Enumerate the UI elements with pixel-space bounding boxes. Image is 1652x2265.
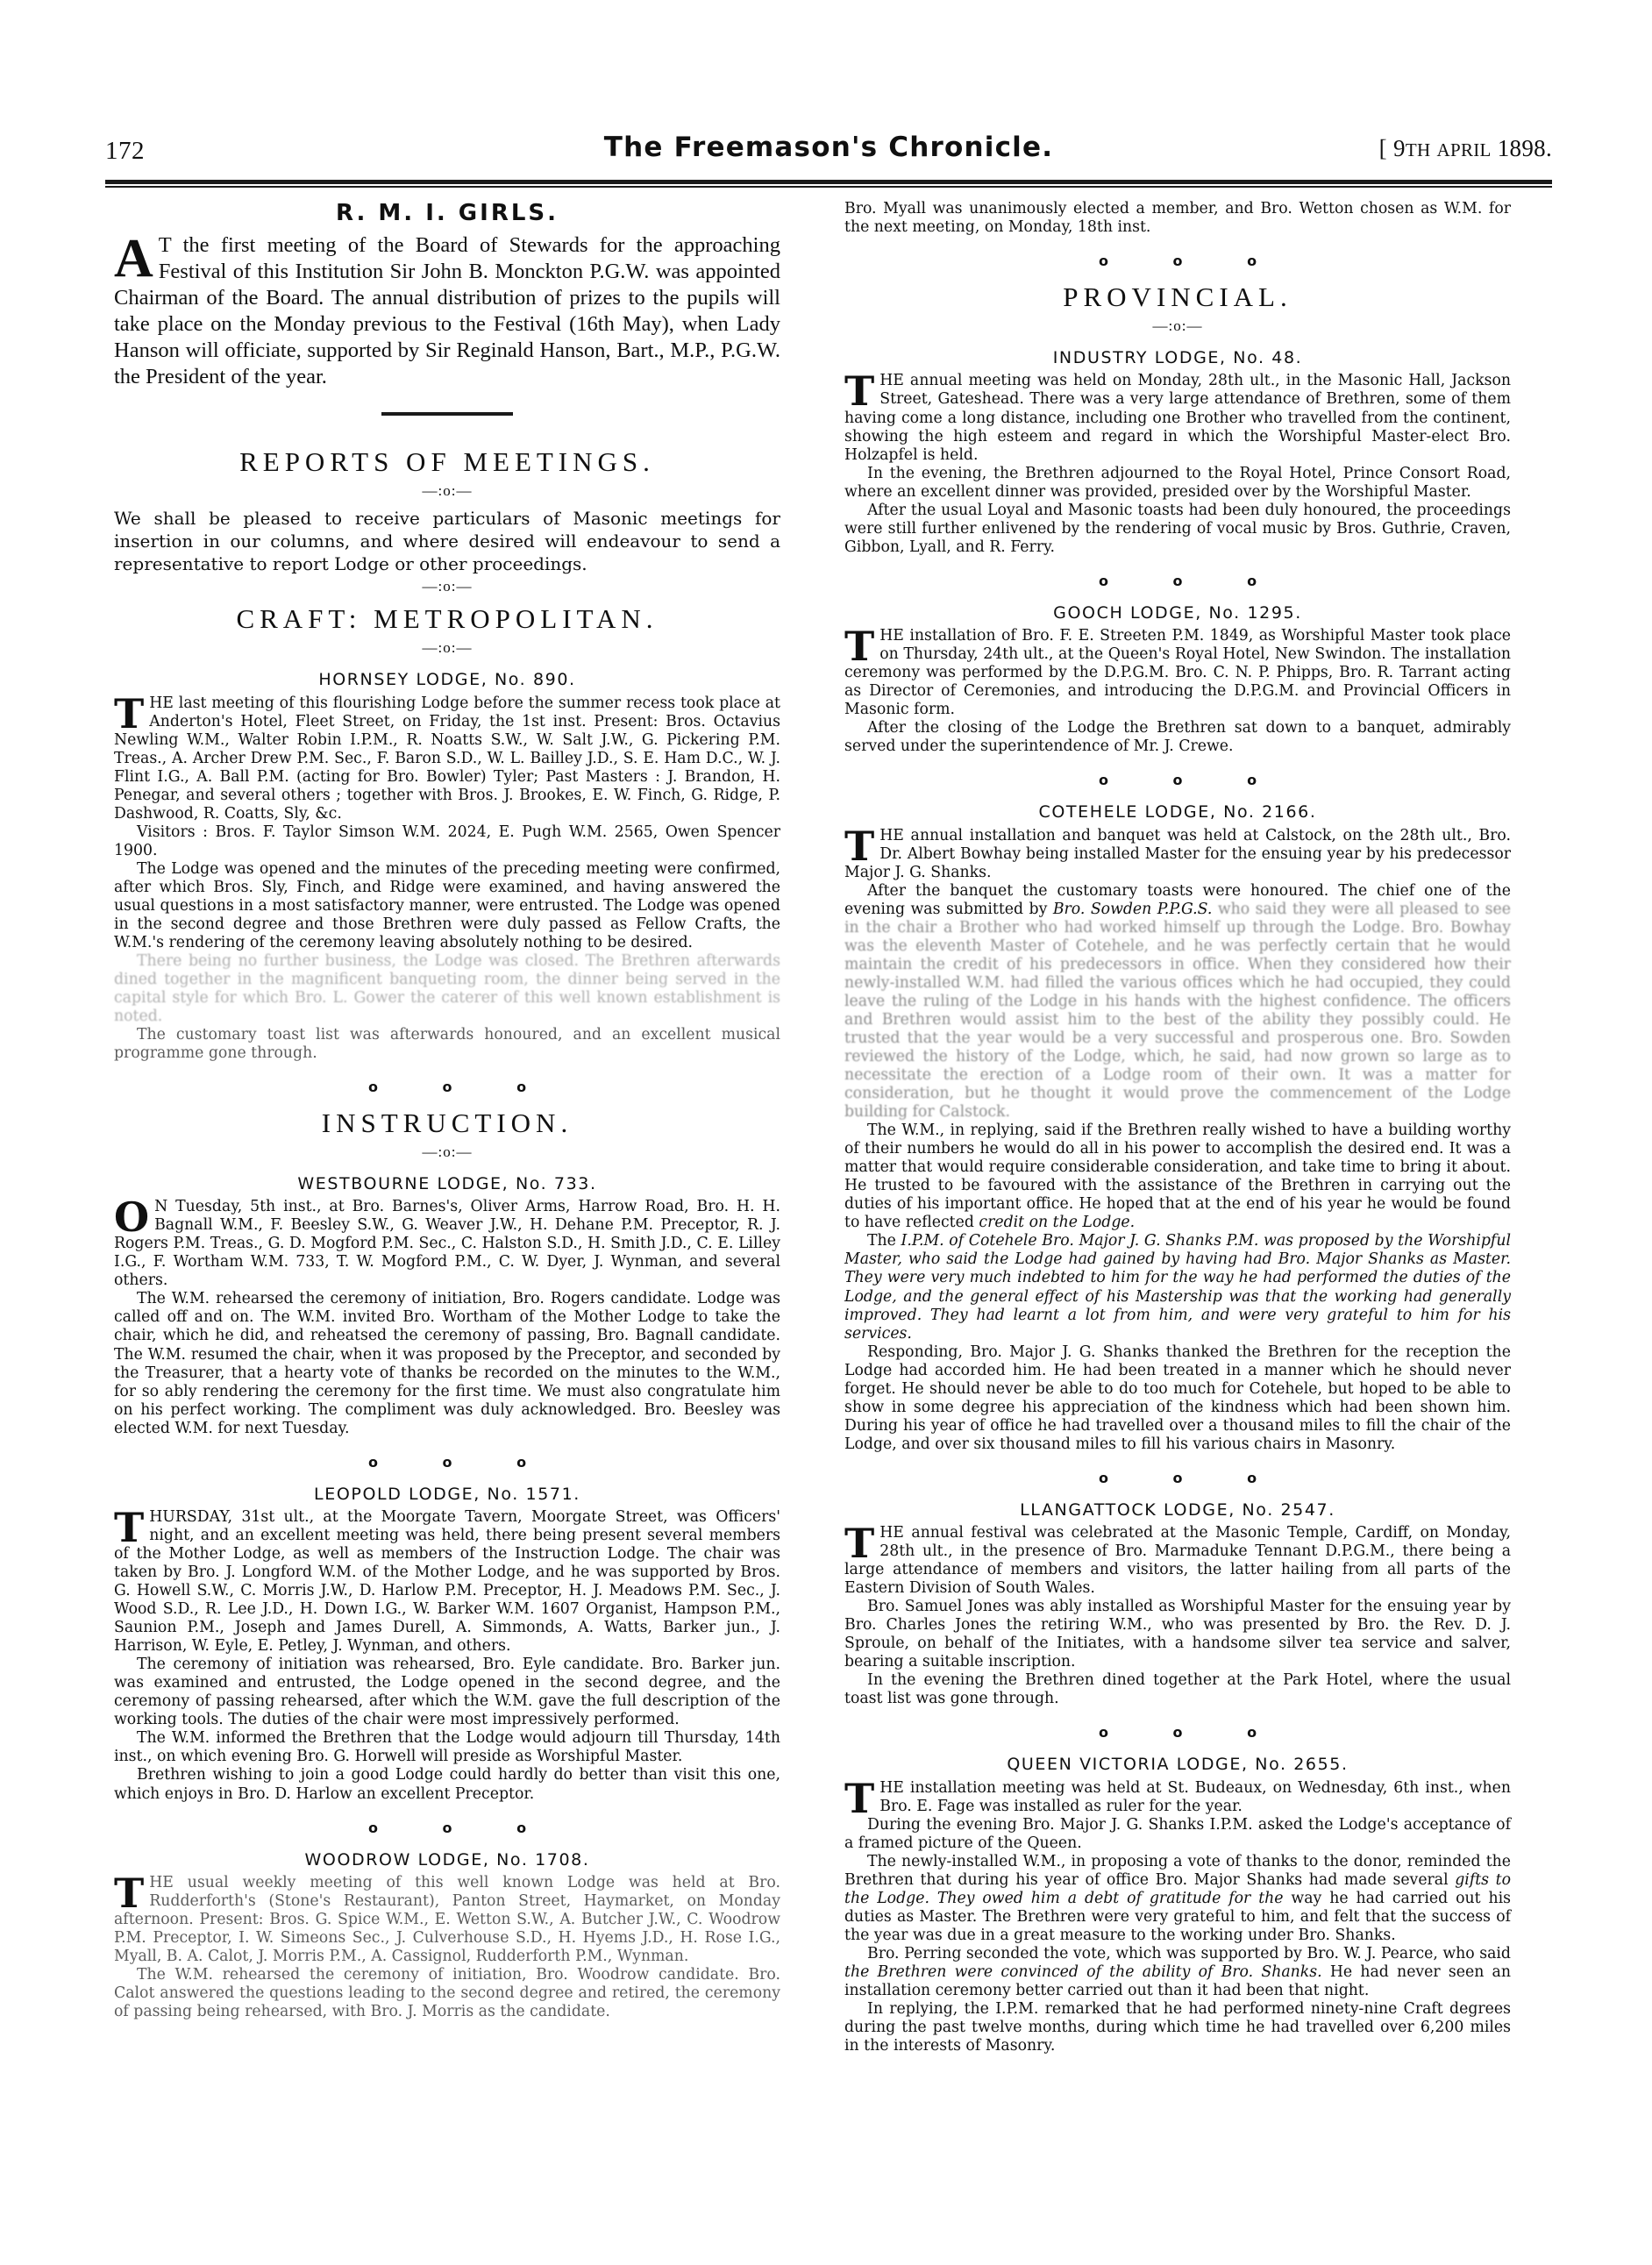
lodge-heading-llangattock: LLANGATTOCK LODGE, No. 2547. (1020, 1499, 1335, 1520)
cotehele-paragraph-2 (844, 882, 1511, 1122)
hornsey-paragraph-3: The Lodge was opened and the minutes of the preceding meeting were confirmed, after which Bros. Sly, Finch, and Ridge were examined, and having answered the usual questions in a most satisfactory manner, were entrusted. The Lodge was opened in the second degree and those Brethren were duly passed as Fellow Crafts, the W.M.'s rendering of the ceremony leaving absolutely nothing to be desired. (114, 859, 780, 951)
ornament-dash-o-1: —:o:— (422, 482, 473, 500)
issue-date-day: 9 (1393, 135, 1406, 161)
ornament-three-o-1: o o o (367, 1078, 557, 1095)
queen-victoria-paragraph-4 (844, 1945, 1511, 2000)
woodrow-paragraph-2: The W.M. rehearsed the ceremony of initiation, Bro. Woodrow candidate. Bro. Calot answered the questions leading to the second degree and retired, the ceremony of passing being rehearsed, with Bro. J. Morris as the candidate. (114, 1966, 780, 2021)
leopold-paragraph-4: Brethren wishing to join a good Lodge could hardly do better than visit this one, which enjoys in Bro. D. Harlow an excellent Preceptor. (114, 1766, 780, 1803)
ornament-three-o-4: o o o (1098, 253, 1287, 270)
drop-cap-t-woodrow: T (114, 1870, 145, 1918)
lodge-heading-gooch: GOOCH LODGE, No. 1295. (1053, 602, 1302, 623)
masthead-rule (105, 180, 1552, 184)
woodrow-paragraph-1 (114, 1870, 780, 1966)
llangattock-p1-text: HE annual festival was celebrated at the Masonic Temple, Cardiff, on Monday, 28th ult., in the presence of Bro. Marmaduke Tennant D.P.G.M., there being a large attendance of members and visitors, the latter hailing from all parts of the Eastern Division of South Wales. (844, 1524, 1511, 1598)
westbourne-p1-text: N Tuesday, 5th inst., at Bro. Barnes's, Oliver Arms, Harrow Road, Bro. H. H. Bagnall W.M., F. Beesley S.W., G. Weaver J.W., H. Dehane P.M. Preceptor, R. J. Rogers P.M. Treas., G. D. Mogford P.M. Sec., C. Halston S.D., H. Smith J.D., C. E. Lilley I.G., F. Wortham W.M. 733, T. W. Mogford P.M., C. W. Dyer, J. Wynman, and several others. (114, 1198, 780, 1290)
gooch-p1-text: HE installation of Bro. F. E. Streeten P.M. 1849, as Worshipful Master took place on Thursday, 24th ult., at the Queen's Royal Hotel, New Swindon. The installation ceremony was performed by the D.P.G.M. Bro. C. N. P. Phipps, Bro. R. Tarrant acting as Director of Ceremonies, and introducing the D.P.G.M. and Provincial Officers in Masonic form. (844, 627, 1511, 719)
issue-date-year: 1898. (1497, 135, 1552, 161)
qv-p4b: He had never seen an installation ceremony better carried out than it had been that night. (844, 1963, 1511, 2000)
queen-victoria-paragraph-1 (844, 1775, 1511, 1823)
section-heading-craft-metropolitan: CRAFT: METROPOLITAN. (236, 603, 659, 635)
publication-title: The Freemason's Chronicle. (603, 132, 1054, 163)
cotehele-p4a: The (867, 1232, 901, 1250)
drop-cap-a: A (114, 229, 153, 289)
issue-date (1379, 135, 1552, 162)
leopold-paragraph-3: The W.M. informed the Brethren that the Lodge would adjourn till Thursday, 14th inst., on which evening Bro. G. Horwell will preside as Worshipful Master. (114, 1729, 780, 1766)
section-heading-rmi-girls: R. M. I. GIRLS. (335, 200, 559, 226)
lodge-heading-industry: INDUSTRY LODGE, No. 48. (1052, 347, 1303, 367)
reports-intro-text: We shall be pleased to receive particulars of Masonic meetings for insertion in our columns, and where desired will endeavour to send a representative to report Lodge or other proceedings. (114, 508, 780, 575)
ornament-three-o-3: o o o (367, 1819, 557, 1836)
woodrow-p1-text: HE usual weekly meeting of this well known Lodge was held at Bro. Rudderforth's (Stone's Restaurant), Panton Street, Haymarket, on Monday afternoon. Present: Bros. G. Spice W.M., E. Wetton S.W., A. Butcher J.W., C. Woodrow P.M. Preceptor, I. W. Simeons Sec., J. Culverhouse S.D., H. Hyems J.D., H. Rose I.G., Myall, B. A. Calot, J. Morris P.M., A. Cassignol, Rudderforth P.M., Wynman. (114, 1874, 780, 1966)
rmi-girls-text: T the first meeting of the Board of Stewards for the approaching Festival of this Institution Sir John B. Monckton P.G.W. was appointed Chairman of the Board. The annual distribution of prizes to the pupils will take place on the Monday previous to the Festival (16th May), when Lady Hanson will officiate, supported by Sir Reginald Hanson, Bart., M.P., P.G.W. the President of the year. (114, 233, 780, 388)
ornament-dash-o-4: —:o:— (422, 1143, 473, 1160)
leopold-paragraph-2: The ceremony of initiation was rehearsed, Bro. Eyle candidate. Bro. Barker jun. was examined and entrusted, the Lodge opened in the second degree, and the ceremony of passing rehearsed, after which the W.M. gave the full description of the working tools. The duties of the chair were most impressively performed. (114, 1656, 780, 1729)
lodge-heading-queen-victoria: QUEEN VICTORIA LODGE, No. 2655. (1007, 1755, 1349, 1775)
industry-paragraph-1 (844, 367, 1511, 464)
cotehele-p2-italic-speaker: Bro. Sowden P.P.G.S. (1052, 901, 1213, 919)
qv-p3a: The newly-installed W.M., in proposing a vote of thanks to the donor, reminded the Brethren that during his year of office Bro. Major Shanks had made several (844, 1853, 1511, 1890)
hornsey-p1-text: HE last meeting of this flourishing Lodge before the summer recess took place at Anderton's Hotel, Fleet Street, on Friday, the 1st inst. Present: Bros. Octavius Newling W.M., Walter Robin I.P.M., R. Noatts S.W., W. Salt J.W., G. Pickering P.M. Treas., A. Archer Drew P.M. Sec., F. Baron S.D., W. L. Bailley J.D., S. E. Ham D.C., W. J. Flint I.G., A. Ball P.M. (acting for Bro. Bowler) Tyler; Past Masters : J. Brandon, H. Penegar, and several others ; together with Bros. J. Brookes, E. W. Finch, G. Ridge, P. Dashwood, R. Coatts, Sly, &c. (114, 694, 780, 823)
industry-paragraph-2: In the evening, the Brethren adjourned to the Royal Hotel, Prince Consort Road, where an excellent dinner was provided, presided over by the Worshipful Master. (844, 464, 1511, 501)
llangattock-paragraph-1 (844, 1520, 1511, 1598)
ornament-three-o-5: o o o (1098, 572, 1287, 589)
issue-date-bracket: [ (1378, 135, 1387, 161)
issue-date-day-suffix: TH (1405, 139, 1431, 160)
lodge-heading-westbourne: WESTBOURNE LODGE, No. 733. (297, 1173, 597, 1193)
right-column (844, 200, 1511, 2055)
queen-victoria-paragraph-2: During the evening Bro. Major J. G. Shanks I.P.M. asked the Lodge's acceptance of a framed picture of the Queen. (844, 1816, 1511, 1853)
cotehele-p1-text: HE annual installation and banquet was held at Calstock, on the 28th ult., Bro. Dr. Albert Bowhay being installed Master for the ensuing year by his predecessor Major J. G. Shanks. (844, 827, 1511, 882)
queen-victoria-paragraph-3 (844, 1853, 1511, 1945)
section-heading-reports-of-meetings: REPORTS OF MEETINGS. (239, 446, 655, 478)
cotehele-paragraph-4 (844, 1232, 1511, 1343)
leopold-paragraph-1 (114, 1504, 780, 1656)
cotehele-p2a: After the banquet the customary toasts were honoured. The chief one of the evening was submitted by (844, 882, 1511, 919)
queen-victoria-paragraph-5: In replying, the I.P.M. remarked that he had performed ninety-nine Craft degrees during the past twelve months, during which time he had travelled over 6,200 miles in the interests of Masonry. (844, 2000, 1511, 2055)
drop-cap-t-cotehele: T (844, 823, 875, 871)
section-heading-provincial: PROVINCIAL. (1063, 281, 1292, 313)
carryover-paragraph: Bro. Myall was unanimously elected a member, and Bro. Wetton chosen as W.M. for the next meeting, on Monday, 18th inst. (844, 200, 1511, 237)
ornament-three-o-6: o o o (1098, 772, 1287, 789)
westbourne-paragraph-1 (114, 1193, 780, 1290)
drop-cap-t-leopold: T (114, 1504, 145, 1552)
ornament-three-o-2: o o o (367, 1453, 557, 1471)
qv-p4-italic: the Brethren were convinced of the ability of Bro. Shanks. (844, 1963, 1322, 1982)
cotehele-paragraph-1 (844, 823, 1511, 882)
hornsey-paragraph-1 (114, 689, 780, 823)
masthead-rule-thin (105, 186, 1552, 188)
left-column (114, 200, 780, 2021)
hornsey-paragraph-4: There being no further business, the Lodge was closed. The Brethren afterwards dined together in the magnificent banqueting room, the dinner being served in the capital style for which Bro. L. Gower the caterer of this well known establishment is noted. (114, 951, 780, 1025)
ornament-three-o-7: o o o (1098, 1469, 1287, 1486)
cotehele-p2c: who said they were all pleased to see in the chair a Brother who had worked himself up through the Lodge. Bro. Bowhay was the eleventh Master of Cotehele, and he was perfectly certain that he would maintain the credit of his predecessors in office. When they considered how their newly-installed W.M. had filled the various offices which he had occupied, they could leave the ruling of the Lodge in his hands with the highest confidence. The officers and Brethren would assist him to the best of the ability they possibly could. He trusted that the year would be a very successful and prosperous one. Bro. Sowden reviewed the history of the Lodge, which, he said, had now grown so large as to necessitate the erection of a Lodge room of their own. It was a matter for consideration, but he thought it would prove the commencement of the Lodge building for Calstock. (844, 901, 1511, 1122)
drop-cap-o-westbourne: O (114, 1193, 150, 1242)
section-heading-instruction: INSTRUCTION. (321, 1107, 573, 1138)
qv-p3-italic: gifts to the Lodge. They owed him a debt of gratitude for the (844, 1871, 1512, 1908)
lodge-heading-cotehele: COTEHELE LODGE, No. 2166. (1038, 802, 1317, 823)
leopold-p1-text: HURSDAY, 31st ult., at the Moorgate Tavern, Moorgate Street, was Officers' night, and an excellent meeting was held, there being present several members of the Mother Lodge, as well as members of the Instruction Lodge. The chair was taken by Bro. J. Longford W.M. of the Mother Lodge, and he was supported by Bros. G. Howell S.W., C. Morris J.W., D. Harlow P.M. Preceptor, H. J. Meadows P.M. Sec., J. Wood S.D., R. Lee J.D., H. Down I.G., W. Barker W.M. 1607 Organist, Hampson P.M., Saunion P.M., Joseph and James Durell, A. Simmonds, A. Watts, Barker jun., J. Harrison, W. Eyle, E. Petley, J. Wynman, and others. (114, 1508, 780, 1656)
rmi-girls-body (114, 229, 780, 389)
gooch-paragraph-1 (844, 623, 1511, 719)
industry-p1-text: HE annual meeting was held on Monday, 28th ult., in the Masonic Hall, Jackson Street, Gateshead. There was a very large attendance of Brethren, some of them having come a long distance, including one Brother who travelled from the continent, showing the high esteem and regard in which the Worshipful Master-elect Bro. Holzapfel is held. (844, 372, 1511, 464)
drop-cap-t-hornsey: T (114, 689, 145, 737)
cotehele-paragraph-3 (844, 1122, 1511, 1232)
hornsey-paragraph-5: The customary toast list was afterwards honoured, and an excellent musical programme gone through. (114, 1025, 780, 1062)
cotehele-p3-text: The W.M., in replying, said if the Brethren really wished to have a building worthy of their numbers he would do all in his power to accomplish the desired end. It was a matter that would require considerable consideration, and take time to bring it about. He trusted to be favoured with the assistance of the Brethren in carrying out the duties of his important office. He hoped that at the end of his year he would be found to have reflected (844, 1122, 1511, 1232)
lodge-heading-woodrow: WOODROW LODGE, No. 1708. (304, 1849, 590, 1870)
lodge-heading-hornsey: HORNSEY LODGE, No. 890. (318, 669, 576, 689)
qv-p4a: Bro. Perring seconded the vote, which was supported by Bro. W. J. Pearce, who said (867, 1945, 1511, 1963)
qv-p3b: way he had carried out his duties as Master. The Brethren were very grateful to him, and felt that the success of the year was due in a great measure to the working under Bro. Shanks. (844, 1890, 1511, 1945)
drop-cap-t-gooch: T (844, 623, 875, 671)
drop-cap-t-industry: T (844, 367, 875, 416)
ornament-dash-o-5: —:o:— (1152, 317, 1203, 334)
section-divider-rule (381, 412, 513, 416)
masthead (105, 132, 1552, 177)
ornament-three-o-8: o o o (1098, 1724, 1287, 1741)
hornsey-paragraph-2: Visitors : Bros. F. Taylor Simson W.M. 2024, E. Pugh W.M. 2565, Owen Spencer 1900. (114, 823, 780, 859)
cotehele-paragraph-5: Responding, Bro. Major J. G. Shanks thanked the Brethren for the reception the Lodge had accorded him. He had been treated in a manner which he should never forget. He should never be able to do too much for Cotehele, but hoped to be able to show in some degree his appreciation of the kindness which had been shown him. During his year of office he had travelled over a thousand miles to fill the chair of the Lodge, and over six thousand miles to fill his various chairs in Masonry. (844, 1343, 1511, 1453)
westbourne-paragraph-2: The W.M. rehearsed the ceremony of initiation, Bro. Rogers candidate. Lodge was called off and on. The W.M. invited Bro. Wortham of the Mother Lodge to take the chair, which he did, and reheatsed the ceremony of passing, Bro. Bagnall candidate. The W.M. resumed the chair, when it was proposed by the Preceptor, and seconded by the Treasurer, that a hearty vote of thanks be recorded on the minutes to the W.M., for so ably rendering the ceremony for the first time. We must also congratulate him on his perfect working. The compliment was duly acknowledged. Bro. Beesley was elected W.M. for next Tuesday. (114, 1290, 780, 1437)
cotehele-p3-italic: credit on the Lodge. (979, 1214, 1136, 1232)
industry-paragraph-3: After the usual Loyal and Masonic toasts had been duly honoured, the proceedings were still further enlivened by the rendering of vocal music by Bros. Guthrie, Craven, Gibbon, Lyall, and R. Ferry. (844, 501, 1511, 556)
queen-victoria-p1-text: HE installation meeting was held at St. Budeaux, on Wednesday, 6th inst., when Bro. E. Fage was installed as ruler for the year. (879, 1779, 1511, 1816)
llangattock-paragraph-2: Bro. Samuel Jones was ably installed as Worshipful Master for the ensuing year by Bro. Charles Jones the retiring W.M., who was presented by Bro. the Rev. D. J. Sproule, on behalf of the Initiates, with a handsome silver tea service and salver, bearing a suitable inscription. (844, 1598, 1511, 1671)
drop-cap-t-llangattock: T (844, 1520, 875, 1568)
ornament-dash-o-2: —:o:— (422, 578, 473, 595)
lodge-heading-leopold: LEOPOLD LODGE, No. 1571. (314, 1484, 580, 1504)
llangattock-paragraph-3: In the evening the Brethren dined together at the Park Hotel, where the usual toast list was gone through. (844, 1671, 1511, 1708)
page-folio-number: 172 (105, 137, 145, 165)
ornament-dash-o-3: —:o:— (422, 638, 473, 656)
gooch-paragraph-2: After the closing of the Lodge the Brethren sat down to a banquet, admirably served under the superintendence of Mr. J. Crewe. (844, 719, 1511, 756)
issue-date-month: APRIL (1436, 139, 1492, 160)
drop-cap-t-queen-victoria: T (844, 1775, 875, 1823)
cotehele-p4-italic: I.P.M. of Cotehele Bro. Major J. G. Shanks P.M. was proposed by the Worshipful Master, who said the Lodge had gained by having had Bro. Major Shanks as Master. They were very much indebted to him for the way he had performed the duties of the Lodge, and the general effect of his Mastership was that the working had generally improved. They had learnt a lot from him, and were very grateful to him for his services. (844, 1232, 1511, 1343)
